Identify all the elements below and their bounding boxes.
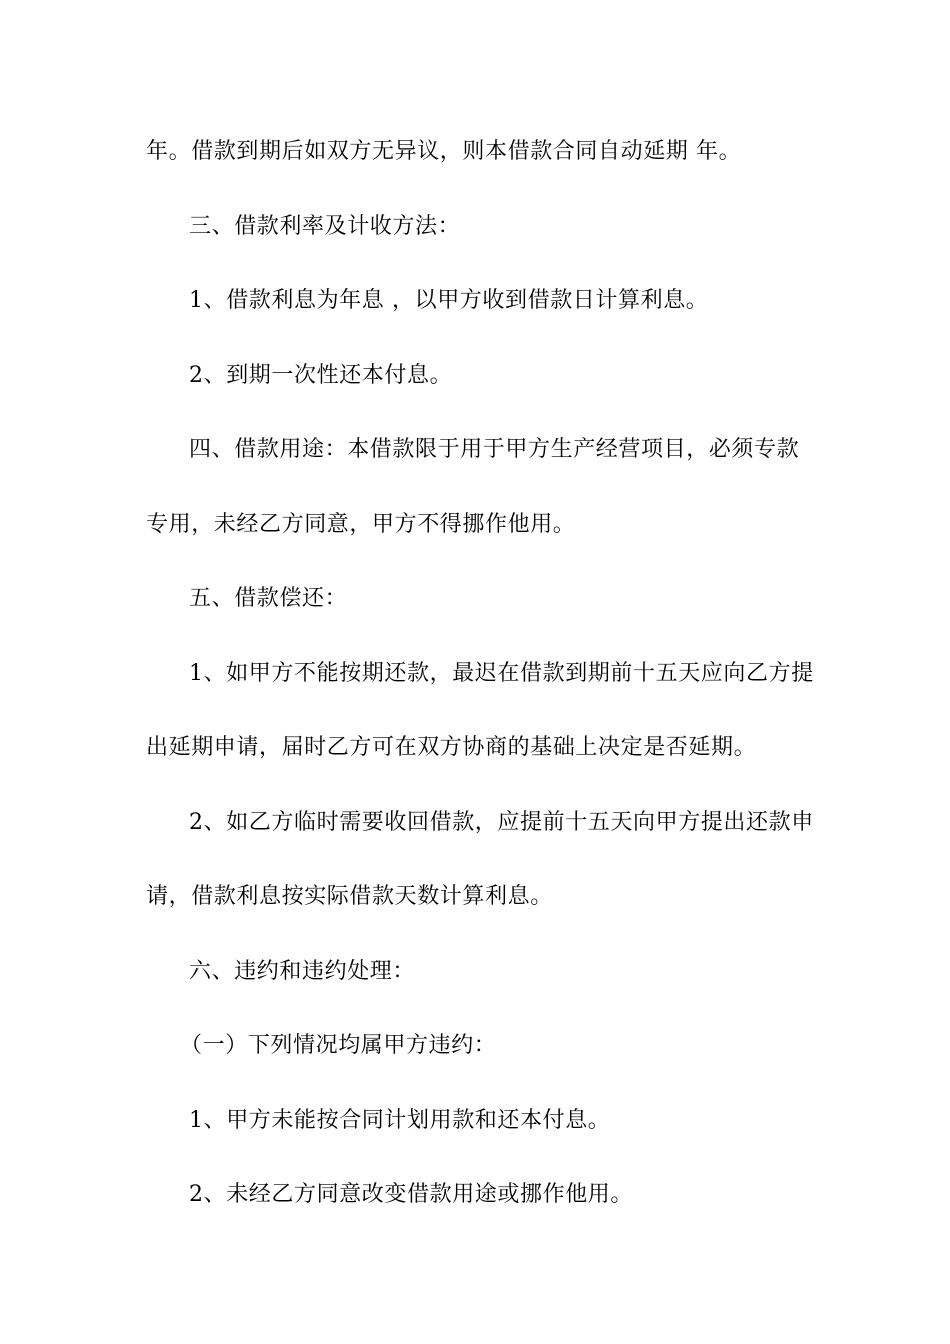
section-heading: 六、违约和违约处理： <box>189 959 416 984</box>
paragraph-line: 1、甲方未能按合同计划用款和还本付息。 <box>189 1108 611 1133</box>
paragraph-line: 1、借款利息为年息 ，以甲方收到借款日计算利息。 <box>189 288 709 313</box>
section-heading: 三、借款利率及计收方法： <box>189 214 461 239</box>
paragraph-line: 2、如乙方临时需要收回借款，应提前十五天向甲方提出还款申 <box>189 810 814 835</box>
paragraph-line: 请，借款利息按实际借款天数计算利息。 <box>146 884 553 909</box>
paragraph-line: 1、如甲方不能按期还款，最迟在借款到期前十五天应向乙方提 <box>189 661 814 686</box>
section-heading: 五、借款偿还： <box>189 586 348 611</box>
subsection-heading: （一）下列情况均属甲方违约： <box>180 1033 497 1058</box>
paragraph-line: 专用，未经乙方同意，甲方不得挪作他用。 <box>146 512 576 537</box>
paragraph-line: 2、到期一次性还本付息。 <box>189 363 453 388</box>
paragraph-line: 年。借款到期后如双方无异议，则本借款合同自动延期 年。 <box>146 139 742 164</box>
paragraph-line: 出延期申请，届时乙方可在双方协商的基础上决定是否延期。 <box>146 735 757 760</box>
paragraph-line: 2、未经乙方同意改变借款用途或挪作他用。 <box>189 1182 633 1207</box>
section-heading: 四、借款用途：本借款限于用于甲方生产经营项目，必须专款 <box>189 437 800 462</box>
